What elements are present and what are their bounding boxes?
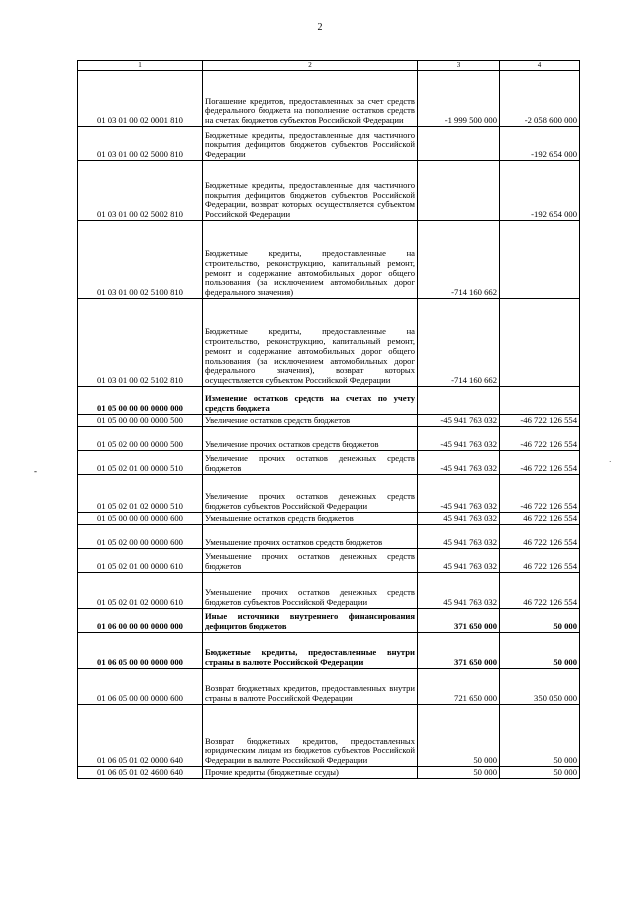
row-value-col3: -45 941 763 032 xyxy=(418,427,500,451)
row-value-col3: -714 160 662 xyxy=(418,299,500,387)
row-value-col4: 50 000 xyxy=(500,633,580,669)
row-value-col4: -192 654 000 xyxy=(500,161,580,221)
row-value-col3: 371 650 000 xyxy=(418,633,500,669)
row-code: 01 03 01 00 02 5102 810 xyxy=(78,299,203,387)
row-code: 01 03 01 00 02 5000 810 xyxy=(78,127,203,161)
row-name: Бюджетные кредиты, предоставленные внутри страны в валюте Российской Федерации xyxy=(203,633,418,669)
row-code: 01 03 01 00 02 5002 810 xyxy=(78,161,203,221)
row-value-col3: 50 000 xyxy=(418,767,500,779)
row-value-col4 xyxy=(500,387,580,415)
table-row xyxy=(78,127,580,161)
row-value-col4: 350 050 000 xyxy=(500,669,580,705)
row-value-col4: -2 058 600 000 xyxy=(500,71,580,127)
row-value-col3: 45 941 763 032 xyxy=(418,549,500,573)
sources-table xyxy=(77,60,580,779)
row-value-col4: 46 722 126 554 xyxy=(500,525,580,549)
column-header-3: 3 xyxy=(418,61,500,71)
row-name: Увеличение прочих остатков денежных средств бюджетов xyxy=(203,451,418,475)
row-name: Возврат бюджетных кредитов, предоставленных внутри страны в валюте Российской Федерации xyxy=(203,669,418,705)
column-header-1: 1 xyxy=(78,61,203,71)
row-value-col4: -192 654 000 xyxy=(500,127,580,161)
row-name: Бюджетные кредиты, предоставленные на строительство, реконструкцию, капитальный ремонт, ремонт и содержание автомобильных дорог общего пользования (за исключением автомобильных дорог федерального значения), возврат которых осуществляется субъектом Российской Федерации xyxy=(203,299,418,387)
row-name: Иные источники внутреннего финансирования дефицитов бюджетов xyxy=(203,609,418,633)
row-code: 01 05 02 00 00 0000 500 xyxy=(78,427,203,451)
table-row xyxy=(78,549,580,573)
row-value-col4: -46 722 126 554 xyxy=(500,451,580,475)
row-code: 01 06 05 01 02 4600 640 xyxy=(78,767,203,779)
row-name: Уменьшение остатков средств бюджетов xyxy=(203,513,418,525)
table-row xyxy=(78,633,580,669)
table-row xyxy=(78,767,580,779)
row-code: 01 06 05 00 00 0000 000 xyxy=(78,633,203,669)
row-value-col3 xyxy=(418,387,500,415)
row-name: Увеличение прочих остатков денежных средств бюджетов субъектов Российской Федерации xyxy=(203,475,418,513)
margin-mark-right: · xyxy=(609,458,612,466)
row-value-col4: -46 722 126 554 xyxy=(500,475,580,513)
row-value-col3: 45 941 763 032 xyxy=(418,525,500,549)
row-code: 01 06 05 00 00 0000 600 xyxy=(78,669,203,705)
row-value-col3: 371 650 000 xyxy=(418,609,500,633)
row-code: 01 03 01 00 02 5100 810 xyxy=(78,221,203,299)
row-name: Бюджетные кредиты, предоставленные на строительство, реконструкцию, капитальный ремонт, ремонт и содержание автомобильных дорог общего пользования (за исключением автомобильных дорог федерального значения) xyxy=(203,221,418,299)
row-code: 01 06 00 00 00 0000 000 xyxy=(78,609,203,633)
row-name: Увеличение прочих остатков средств бюджетов xyxy=(203,427,418,451)
row-code: 01 06 05 01 02 0000 640 xyxy=(78,705,203,767)
row-value-col4 xyxy=(500,221,580,299)
table-row xyxy=(78,669,580,705)
table-row xyxy=(78,513,580,525)
row-name: Погашение кредитов, предоставленных за счет средств федерального бюджета на пополнение остатков средств на счетах бюджетов субъектов Российской Федерации xyxy=(203,71,418,127)
row-value-col4: -46 722 126 554 xyxy=(500,427,580,451)
row-code: 01 05 00 00 00 0000 600 xyxy=(78,513,203,525)
row-value-col4: 46 722 126 554 xyxy=(500,513,580,525)
row-name: Бюджетные кредиты, предоставленные для частичного покрытия дефицитов бюджетов субъектов Российской Федерации, возврат которых осуществляется субъектом Российской Федерации xyxy=(203,161,418,221)
row-name: Изменение остатков средств на счетах по учету средств бюджета xyxy=(203,387,418,415)
row-value-col3: -45 941 763 032 xyxy=(418,415,500,427)
row-value-col3: -45 941 763 032 xyxy=(418,451,500,475)
row-value-col3: 721 650 000 xyxy=(418,669,500,705)
row-value-col4 xyxy=(500,299,580,387)
table-row xyxy=(78,705,580,767)
table-header-row xyxy=(78,61,580,71)
table-row xyxy=(78,427,580,451)
table-row xyxy=(78,71,580,127)
table-row xyxy=(78,299,580,387)
row-value-col3: 45 941 763 032 xyxy=(418,513,500,525)
row-value-col3: 50 000 xyxy=(418,705,500,767)
row-code: 01 03 01 00 02 0001 810 xyxy=(78,71,203,127)
table-row xyxy=(78,573,580,609)
row-value-col4: -46 722 126 554 xyxy=(500,415,580,427)
row-value-col4: 50 000 xyxy=(500,609,580,633)
row-value-col3 xyxy=(418,161,500,221)
table-row xyxy=(78,221,580,299)
row-value-col4: 46 722 126 554 xyxy=(500,549,580,573)
row-code: 01 05 02 01 02 0000 510 xyxy=(78,475,203,513)
row-code: 01 05 02 01 00 0000 510 xyxy=(78,451,203,475)
row-value-col4: 50 000 xyxy=(500,767,580,779)
row-code: 01 05 00 00 00 0000 000 xyxy=(78,387,203,415)
row-value-col4: 46 722 126 554 xyxy=(500,573,580,609)
row-code: 01 05 00 00 00 0000 500 xyxy=(78,415,203,427)
table-row xyxy=(78,161,580,221)
row-value-col3: -714 160 662 xyxy=(418,221,500,299)
row-code: 01 05 02 01 00 0000 610 xyxy=(78,549,203,573)
row-code: 01 05 02 01 02 0000 610 xyxy=(78,573,203,609)
column-header-4: 4 xyxy=(500,61,580,71)
table-row xyxy=(78,609,580,633)
table-row xyxy=(78,387,580,415)
row-name: Уменьшение прочих остатков денежных средств бюджетов субъектов Российской Федерации xyxy=(203,573,418,609)
row-name: Прочие кредиты (бюджетные ссуды) xyxy=(203,767,418,779)
margin-mark-left: - xyxy=(34,466,37,476)
row-value-col3: -1 999 500 000 xyxy=(418,71,500,127)
row-code: 01 05 02 00 00 0000 600 xyxy=(78,525,203,549)
table-row xyxy=(78,451,580,475)
row-value-col4: 50 000 xyxy=(500,705,580,767)
row-name: Бюджетные кредиты, предоставленные для частичного покрытия дефицитов бюджетов субъектов Российской Федерации xyxy=(203,127,418,161)
table-row xyxy=(78,475,580,513)
row-name: Уменьшение прочих остатков средств бюджетов xyxy=(203,525,418,549)
page-number: 2 xyxy=(317,22,323,33)
row-name: Уменьшение прочих остатков денежных средств бюджетов xyxy=(203,549,418,573)
row-name: Возврат бюджетных кредитов, предоставленных юридическим лицам из бюджетов субъектов Российской Федерации в валюте Российской Федерации xyxy=(203,705,418,767)
row-value-col3: 45 941 763 032 xyxy=(418,573,500,609)
row-value-col3 xyxy=(418,127,500,161)
table-row xyxy=(78,415,580,427)
row-value-col3: -45 941 763 032 xyxy=(418,475,500,513)
row-name: Увеличение остатков средств бюджетов xyxy=(203,415,418,427)
column-header-2: 2 xyxy=(203,61,418,71)
table-row xyxy=(78,525,580,549)
